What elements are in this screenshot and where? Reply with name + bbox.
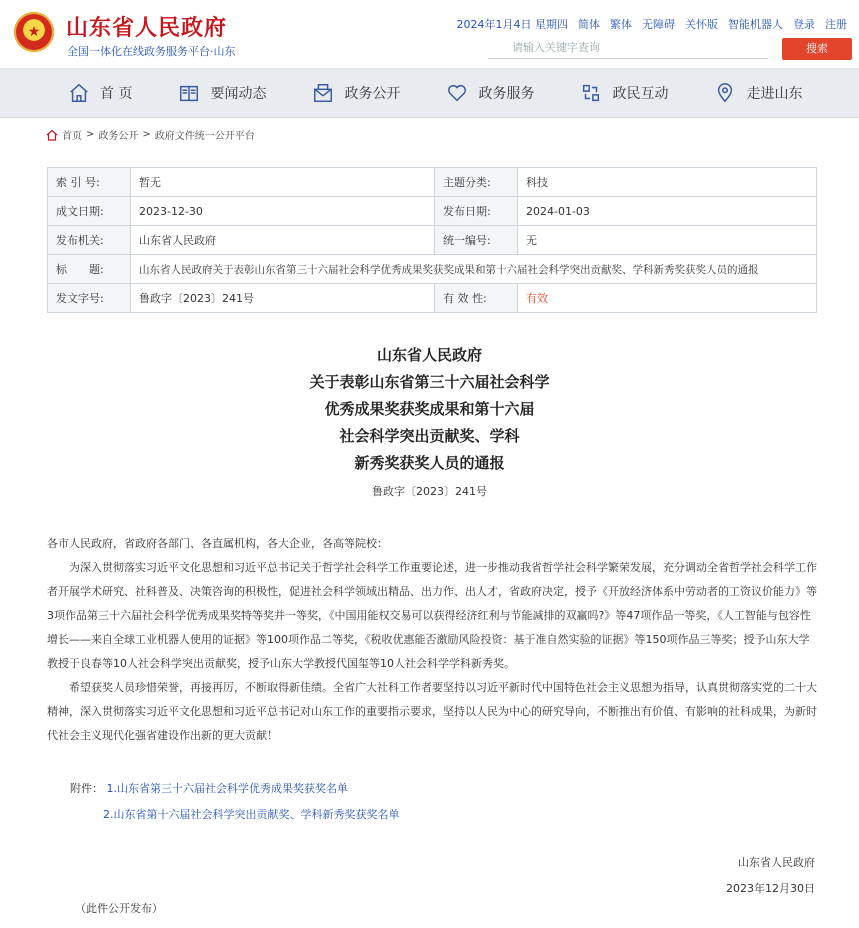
meta-label: 发布日期: [435,197,518,226]
meta-title-value: 山东省人民政府关于表彰山东省第三十六届社会科学优秀成果奖获奖成果和第十六届社会科学突出贡献奖、学科新秀奖获奖人员的通报 [131,255,817,284]
document-title [0,342,859,477]
link-accessibility[interactable]: 无障碍 [642,18,675,31]
breadcrumb-platform[interactable]: 政府文件统一公开平台 [154,131,255,142]
link-login[interactable]: 登录 [793,18,815,31]
link-robot[interactable]: 智能机器人 [728,18,783,31]
meta-label: 有 效 性: [435,284,518,313]
nav-label: 政务公开 [344,86,401,102]
title-line: 社会科学突出贡献奖、学科 [339,427,520,445]
search-input[interactable]: 请输入关键字查询 [488,37,768,59]
breadcrumb-separator: > [86,129,95,140]
location-icon [714,82,736,104]
publication-note: （此件公开发布） [75,902,163,915]
attachment-link-1[interactable]: 1.山东省第三十六届社会科学优秀成果奖获奖名单 [106,782,348,795]
nav-news[interactable] [178,82,266,104]
title-line: 关于表彰山东省第三十六届社会科学 [309,373,550,391]
nav-interaction[interactable] [580,82,668,104]
link-traditional[interactable]: 繁体 [610,18,632,31]
interaction-icon [580,82,602,104]
sign-date: 2023年12月30日 [726,882,815,895]
meta-value: 暂无 [131,168,435,197]
attachments [70,776,400,828]
document-meta-table [47,167,817,313]
attachment-link-2[interactable]: 2.山东省第十六届社会科学突出贡献奖、学科新秀奖获奖名单 [103,808,400,821]
nav-services[interactable] [446,82,534,104]
news-icon [178,82,200,104]
meta-label: 标 题: [48,255,131,284]
title-line: 山东省人民政府 [376,346,482,364]
breadcrumb-separator: > [142,129,151,140]
heart-icon [446,82,468,104]
title-line: 新秀奖获奖人员的通报 [354,454,505,472]
meta-label: 成文日期: [48,197,131,226]
top-links [457,16,848,32]
nav-label: 政务服务 [478,86,535,102]
document-number: 鲁政字〔2023〕241号 [372,485,487,498]
body-paragraph: 为深入贯彻落实习近平文化思想和习近平总书记关于哲学社会科学工作重要论述，进一步推动我省哲学社会科学繁荣发展，充分调动全省哲学社会科学工作者开展学术研究、社科普及、决策咨询的积极性，促进社会科学领域出精品、出力作、出人才，省政府决定，授予《开放经济体系中劳动者的工资议价能力》等3项作品第三十六届社会科学优秀成果奖特等奖并一等奖，《中国用能权交易可以获得经济红利与节能减排的双赢吗?》等47项作品一等奖，《人工智能与包容性增长——来自全球工业机器人使用的证据》等100项作品二等奖，《税收优惠能否激励风险投资：基于准自然实验的证据》等150项作品三等奖；授予山东大学教授于良春等10人社会科学突出贡献奖，授予山东大学教授代国玺等10人社会科学学科新秀奖。 [47,561,817,670]
body-paragraph: 希望获奖人员珍惜荣誉，再接再厉，不断取得新佳绩。全省广大社科工作者要坚持以习近平新时代中国特色社会主义思想为指导，认真贯彻落实党的二十大精神，深入贯彻落实习近平文化思想和习近平总书记对山东工作的重要指示要求，坚持以人民为中心的研究导向，不断推出有价值、有影响的社科成果，为新时代社会主义现代化强省建设作出新的更大贡献！ [47,681,817,742]
meta-label: 主题分类: [435,168,518,197]
nav-label: 要闻动态 [210,86,267,102]
link-care-mode[interactable]: 关怀版 [685,18,718,31]
nav-home[interactable] [68,82,132,104]
search-button[interactable]: 搜索 [782,38,852,60]
nav-government-affairs[interactable] [312,82,400,104]
meta-value: 2024-01-03 [518,197,817,226]
meta-value: 科技 [518,168,817,197]
current-date: 2024年1月4日 星期四 [456,18,568,31]
meta-value: 2023-12-30 [131,197,435,226]
meta-label: 索 引 号: [48,168,131,197]
breadcrumb-home[interactable]: 首页 [62,131,82,142]
nav-label: 政民互动 [612,86,669,102]
meta-label: 统一编号: [435,226,518,255]
home-icon [46,129,58,141]
salutation: 各市人民政府，省政府各部门、各直属机构，各大企业，各高等院校： [47,537,388,550]
meta-value: 鲁政字〔2023〕241号 [131,284,435,313]
validity-status: 有效 [518,284,817,313]
site-title[interactable]: 山东省人民政府 [66,16,228,41]
link-register[interactable]: 注册 [825,18,847,31]
nav-about-shandong[interactable] [714,82,802,104]
breadcrumb [46,127,255,142]
signature-block [726,850,815,902]
nav-label: 走进山东 [746,86,803,102]
document-body [47,532,817,748]
mail-icon [312,82,334,104]
nav-label: 首 页 [100,86,133,102]
meta-value: 无 [518,226,817,255]
link-simplified[interactable]: 简体 [578,18,600,31]
home-icon [68,82,90,104]
title-line: 优秀成果奖获奖成果和第十六届 [324,400,535,418]
site-subtitle: 全国一体化在线政务服务平台·山东 [67,45,236,58]
national-emblem-icon: ★ [14,12,54,52]
attachments-label: 附件： [70,782,103,795]
signature: 山东省人民政府 [738,856,815,869]
main-nav [0,69,859,118]
meta-value: 山东省人民政府 [131,226,435,255]
meta-label: 发布机关: [48,226,131,255]
top-header [0,0,859,69]
breadcrumb-gov-affairs[interactable]: 政务公开 [98,131,139,142]
meta-label: 发文字号: [48,284,131,313]
